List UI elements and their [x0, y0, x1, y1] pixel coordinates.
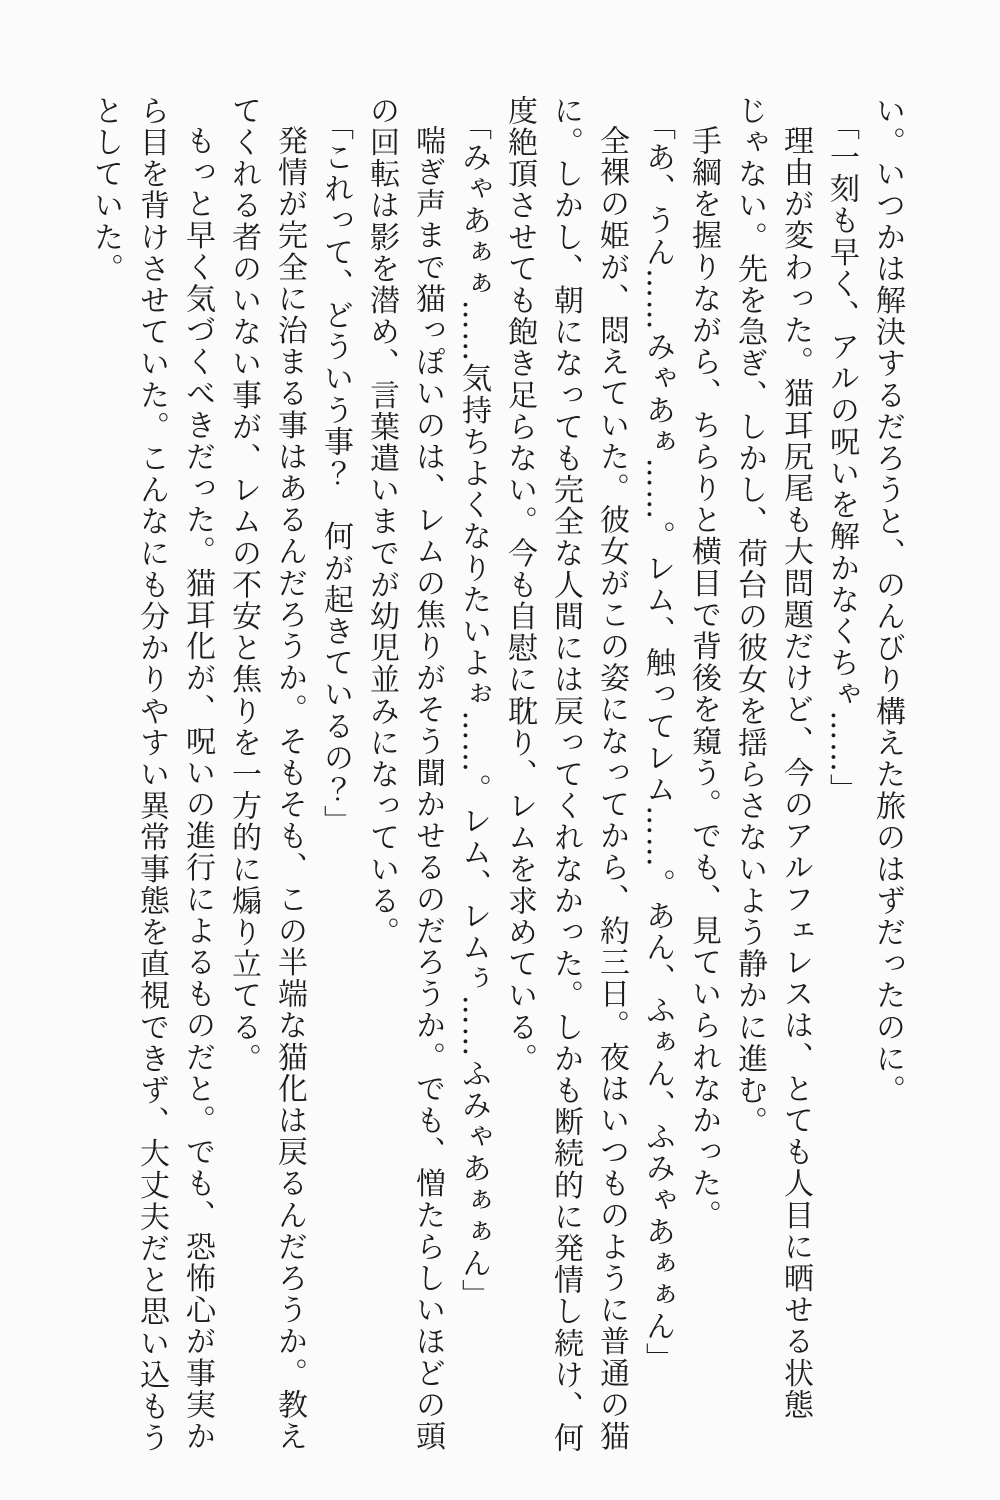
paragraph: 「あ、うん……みゃあぁ……。レム、触ってレム……。あん、ふぁん、ふみゃあぁぁん」	[640, 110, 675, 1374]
paragraph: 全裸の姫が、悶えていた。彼女がこの姿になってから、約三日。夜はいつものように普通の猫に。しかし、朝になっても完全な人間には戻ってくれなかった。しかも断続的に発情し続け、何度絶頂させても飽き足らない。今も自慰に耽り、レムを求めている。	[502, 95, 629, 1454]
novel-text-block	[82, 95, 910, 1455]
paragraph: 発情が完全に治まる事はあるんだろうか。そもそも、この半端な猫化は戻るんだろうか。教えてくれる者のいない事が、レムの不安と焦りを一方的に煽り立てる。	[226, 95, 307, 1453]
paragraph: 喘ぎ声まで猫っぽいのは、レムの焦りがそう聞かせるのだろうか。でも、憎たらしいほどの頭の回転は影を潜め、言葉遣いまでが幼児並みになっている。	[364, 95, 445, 1453]
paragraph: 「みゃあぁぁ……気持ちよくなりたいよぉ……。レム、レムぅ……ふみゃあぁぁん」	[456, 110, 491, 1311]
paragraph: もっと早く気づくべきだった。猫耳化が、呪いの進行によるものだと。でも、恐怖心が事実から目を背けさせていた。こんなにも分かりやすい異常事態を直視できず、大丈夫だと思い込もうとしていた。	[88, 95, 215, 1454]
paragraph: い。いつかは解決するだろうと、のんびり構えた旅のはずだったのに。	[870, 95, 905, 1107]
paragraph: 理由が変わった。猫耳尻尾も大問題だけど、今のアルフェレスは、とても人目に晒せる状態じゃない。先を急ぎ、しかし、荷台の彼女を揺らさないよう静かに進む。	[732, 95, 813, 1421]
paragraph: 「これって、どういう事？ 何が起きているの？」	[318, 110, 353, 837]
paragraph: 「一刻も早く、アルの呪いを解かなくちゃ……」	[824, 110, 859, 806]
paragraph: 手綱を握りながら、ちらりと横目で背後を窺う。でも、見ていられなかった。	[686, 125, 721, 1231]
